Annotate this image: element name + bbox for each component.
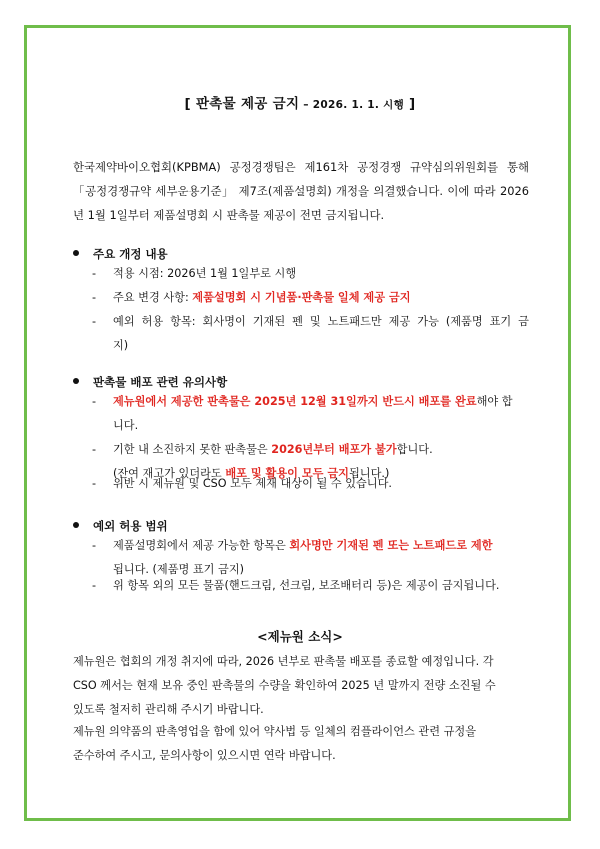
dash-marker: -: [92, 443, 97, 456]
item-text-continued: 니다.: [113, 419, 139, 432]
item-text: 적용 시점: 2026년 1월 1일부로 시행: [113, 267, 297, 280]
news-title: <제뉴원 소식>: [257, 629, 343, 644]
news-paragraph: [73, 720, 543, 768]
news-paragraph: [73, 650, 543, 722]
dash-marker: -: [92, 477, 97, 490]
title-date: – 2026. 1. 1. 시행: [299, 99, 405, 111]
item-text-continued: 됩니다. (제품명 표기 금지): [113, 563, 245, 576]
dash-marker: -: [92, 539, 97, 552]
intro-paragraph: [73, 155, 529, 227]
news-line: 있도록 철저히 관리해 주시기 바랍니다.: [73, 703, 264, 716]
dash-marker: -: [92, 267, 97, 280]
item-text: 기한 내 소진하지 못한 판촉물은: [113, 443, 272, 456]
intro-line: 년 1월 1일부터 제품설명회 시 판촉물 제공이 전면 금지됩니다.: [73, 208, 385, 222]
news-line: CSO 께서는 현재 보유 중인 판촉물의 수량을 확인하여 2025 년 말까지 전량 소진될 수: [73, 679, 496, 692]
section-heading-notice: [73, 374, 227, 390]
news-line: 제뉴원은 협회의 개정 취지에 따라, 2026 년부로 판촉물 배포를 종료할 예정입니다. 각: [73, 655, 494, 668]
intro-line: 한국제약바이오협회(KPBMA) 공정경쟁팀은 제161차 공정경쟁 규약심의위원회를 통해: [73, 160, 529, 174]
dash-marker: -: [92, 579, 97, 592]
emphasis-text: 제품설명회 시 기념품·판촉물 일체 제공 금지: [192, 291, 411, 304]
title-main: [ 판촉물 제공 금지: [184, 96, 300, 112]
item-text: 예외 허용 항목: 회사명이 기재된 펜 및 노트패드만 제공 가능 (제품명 표기 금: [113, 315, 529, 328]
news-line: 준수하여 주시고, 문의사항이 있으시면 연락 바랍니다.: [73, 749, 336, 762]
section-heading-exceptions: [73, 518, 168, 534]
emphasis-text: 2026년부터 배포가 불가: [271, 443, 397, 456]
item-text: 됩니다.): [348, 467, 390, 480]
document-title: [0, 92, 600, 112]
item-text: 제품설명회에서 제공 가능한 항목은: [113, 539, 290, 552]
section-heading-text: 판촉물 배포 관련 유의사항: [93, 375, 228, 389]
item-text: 주요 변경 사항:: [113, 291, 193, 304]
item-text-continued: 지): [113, 339, 129, 352]
item-text: 위반 시 제뉴원 및 CSO 모두 제재 대상이 될 수 있습니다.: [113, 477, 392, 490]
bullet-icon: [73, 522, 79, 528]
dash-marker: -: [92, 291, 97, 304]
section-heading-text: 주요 개정 내용: [93, 247, 168, 261]
dash-marker: -: [92, 395, 97, 408]
bullet-icon: [73, 250, 79, 256]
emphasis-text: 제뉴원에서 제공한 판촉물은 2025년 12월 31일까지 반드시 배포를 완료: [113, 395, 477, 408]
news-line: 제뉴원 의약품의 판촉영업을 함에 있어 약사법 등 일체의 컴플라이언스 관련 규정을: [73, 725, 477, 738]
intro-line: 「공정경쟁규약 세부운용기준」 제7조(제품설명회) 개정을 의결했습니다. 이에 따라 2026: [73, 184, 529, 198]
dash-marker: -: [92, 315, 97, 328]
emphasis-text: 배포 및 활용이 모두 금지: [225, 467, 349, 480]
section-heading-text: 예외 허용 범위: [93, 519, 168, 533]
item-text: 해야 합: [476, 395, 513, 408]
item-text: (잔여 재고가 있더라도: [113, 467, 226, 480]
item-text: 합니다.: [396, 443, 433, 456]
emphasis-text: 회사명만 기재된 펜 또는 노트패드로 제한: [289, 539, 493, 552]
bullet-icon: [73, 378, 79, 384]
title-close: ]: [404, 96, 416, 112]
section-heading-revisions: [73, 246, 168, 262]
item-text: 위 항목 외의 모든 물품(핸드크림, 선크림, 보조배터리 등)은 제공이 금지됩니다.: [113, 579, 500, 592]
